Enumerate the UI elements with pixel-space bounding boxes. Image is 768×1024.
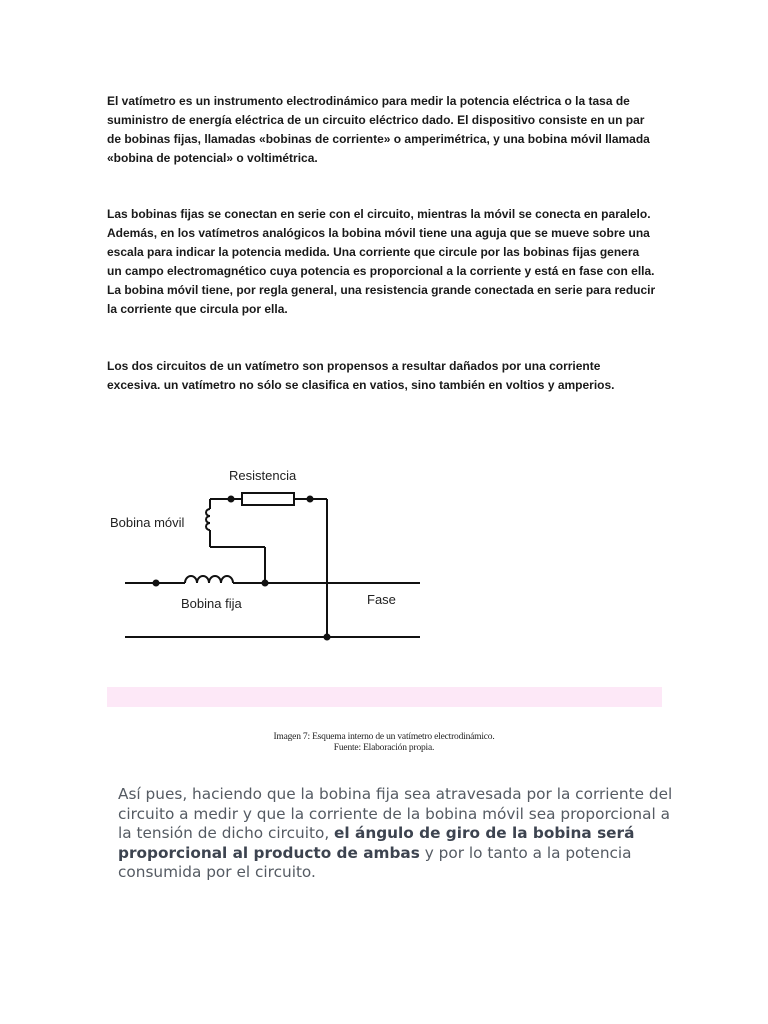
node-dot [262, 580, 269, 587]
node-dot [228, 496, 235, 503]
closing-text-start: Así pues, haciendo que la bobina fija sea atravesada por la corriente del circuito a medir y que la corriente de la bobina móvil sea proporcional a la tensión de dicho circuito, [118, 785, 673, 842]
closing-paragraph [118, 785, 678, 883]
closing-emphasis: el ángulo de giro de la bobina será proporcional al producto de ambas [118, 824, 635, 862]
figure-source: Fuente: Elaboración propia. [333, 743, 435, 753]
label-bobina-movil: Bobina móvil [110, 515, 185, 530]
bobina-fija-coil [185, 576, 233, 583]
intro-paragraph: El vatímetro es un instrumento electrodinámico para medir la potencia eléctrica o la tasa de suministro de energía eléctrica de un circuito eléctrico dado. El dispositivo consiste en un par de bobinas fijas, llamadas «bobinas de corriente» o amperimétrica, y una bobina móvil llamada «bobina de potencial» o voltimétrica. [107, 94, 650, 165]
label-fase: Fase [367, 592, 396, 607]
figure-caption: Imagen 7: Esquema interno de un vatímetro electrodinámico. [273, 732, 495, 742]
bobina-movil-coil [206, 509, 210, 530]
label-resistencia: Resistencia [229, 468, 297, 483]
connection-paragraph: Las bobinas fijas se conectan en serie con el circuito, mientras la móvil se conecta en paralelo. Además, en los vatímetros analógicos la bobina móvil tiene una aguja que se mueve sobre una escala para indicar la potencia medida. Una corriente que circule por las bobinas fijas genera un campo electromagnético cuya potencia es proporcional a la corriente y está en fase con ella. La bobina móvil tiene, por regla general, una resistencia grande conectada en serie para reducir la corriente que circula por ella. [107, 207, 656, 316]
label-bobina-fija: Bobina fija [181, 596, 242, 611]
resistor [242, 493, 294, 505]
highlight-band [107, 687, 662, 707]
damage-paragraph: Los dos circuitos de un vatímetro son propensos a resultar dañados por una corriente excesiva. un vatímetro no sólo se clasifica en vatios, sino también en voltios y amperios. [107, 359, 615, 392]
wattmeter-circuit-diagram [100, 455, 440, 655]
node-dot [153, 580, 160, 587]
node-dot [324, 634, 331, 641]
closing-text-end: y por lo tanto a la potencia consumida por el circuito. [118, 843, 632, 881]
node-dot [307, 496, 314, 503]
